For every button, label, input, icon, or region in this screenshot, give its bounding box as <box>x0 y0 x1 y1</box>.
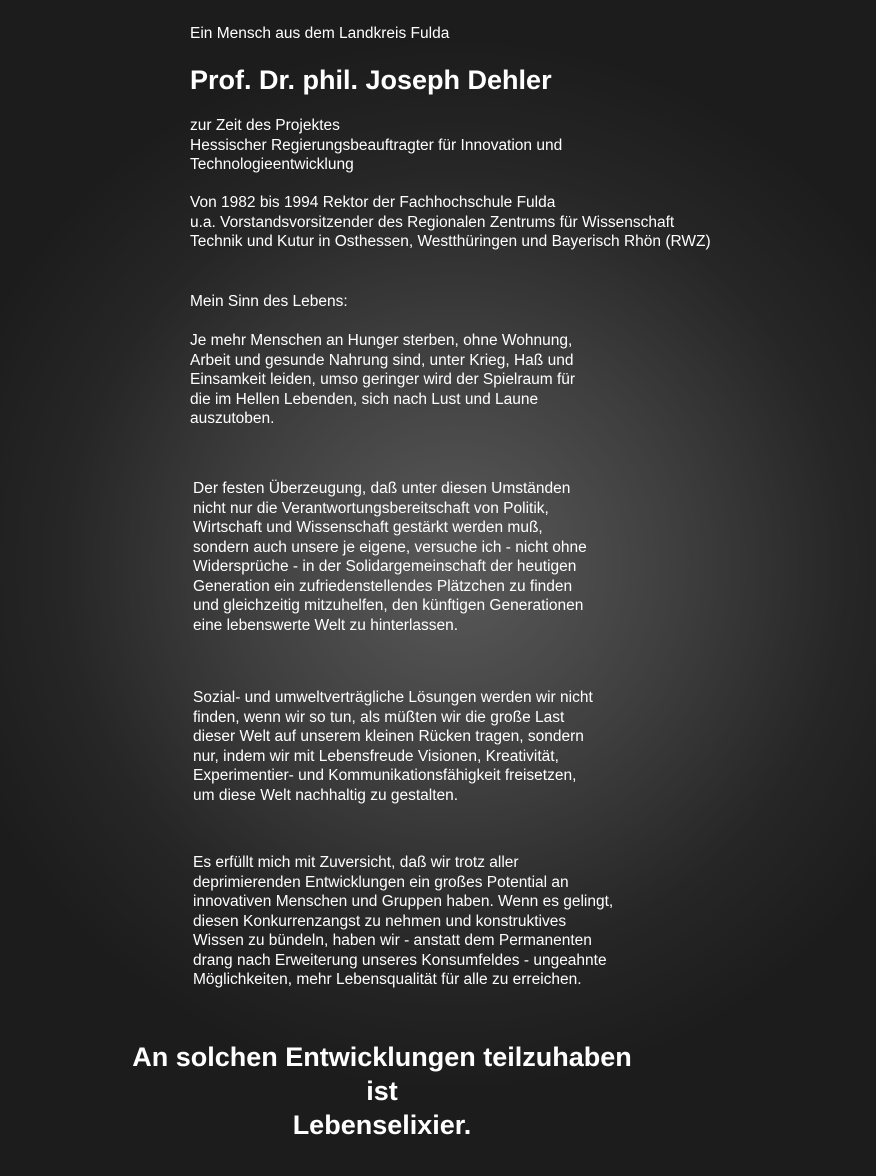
paragraph-line: Arbeit und gesunde Nahrung sind, unter Krieg, Haß und <box>190 351 574 369</box>
career-line: u.a. Vorstandsvorsitzender des Regionalen Zentrums für Wissenschaft <box>190 213 675 231</box>
paragraph-line: diesen Konkurrenzangst zu nehmen und konstruktives <box>193 912 567 930</box>
paragraph-line: auszutoben. <box>190 410 275 427</box>
role-line: Technologieentwicklung <box>190 156 354 173</box>
paragraph-line: Experimentier- und Kommunikationsfähigkeit freisetzen, <box>193 767 577 784</box>
section-heading: Mein Sinn des Lebens: <box>190 293 348 310</box>
paragraph-1 <box>190 331 575 429</box>
paragraph-line: nicht nur die Verantwortungsbereitschaft von Politik, <box>193 499 549 517</box>
career-line: Technik und Kutur in Osthessen, Westthüringen und Bayerisch Rhön (RWZ) <box>190 233 711 250</box>
subtitle: Ein Mensch aus dem Landkreis Fulda <box>190 25 450 42</box>
role-block <box>190 116 562 175</box>
closing-statement <box>82 1040 682 1142</box>
paragraph-line: Sozial- und umweltverträgliche Lösungen werden wir nicht <box>193 689 593 706</box>
paragraph-line: Wissen zu bündeln, haben wir - anstatt dem Permanenten <box>193 932 592 949</box>
paragraph-line: deprimierenden Entwicklungen ein großes Potential an <box>193 873 569 891</box>
paragraph-line: Es erfüllt mich mit Zuversicht, daß wir trotz aller <box>193 854 519 871</box>
role-line: zur Zeit des Projektes <box>190 117 340 134</box>
paragraph-line: Der festen Überzeugung, daß unter diesen Umständen <box>193 480 571 497</box>
paragraph-line: Generation ein zufriedenstellendes Plätzchen zu finden <box>193 577 573 595</box>
paragraph-line: Widersprüche - in der Solidargemeinschaft der heutigen <box>193 558 577 575</box>
paragraph-line: Einsamkeit leiden, umso geringer wird der Spielraum für <box>190 371 576 388</box>
paragraph-line: Möglichkeiten, mehr Lebensqualität für alle zu erreichen. <box>193 971 582 988</box>
paragraph-2 <box>193 479 587 635</box>
paragraph-4 <box>193 853 613 990</box>
paragraph-line: Wirtschaft und Wissenschaft gestärkt werden muß, <box>193 519 543 536</box>
career-block <box>190 193 711 252</box>
paragraph-line: nur, indem wir mit Lebensfreude Visionen, Kreativität, <box>193 747 559 765</box>
paragraph-line: um diese Welt nachhaltig zu gestalten. <box>193 786 459 804</box>
paragraph-line: und gleichzeitig mitzuhelfen, den künftigen Generationen <box>193 597 584 614</box>
closing-line: An solchen Entwicklungen teilzuhaben <box>132 1042 632 1072</box>
closing-line: Lebenselixier. <box>292 1110 472 1140</box>
paragraph-line: finden, wenn wir so tun, als müßten wir die große Last <box>193 708 565 726</box>
paragraph-line: die im Hellen Lebenden, sich nach Lust und Laune <box>190 390 539 408</box>
person-name: Prof. Dr. phil. Joseph Dehler <box>190 65 552 95</box>
paragraph-line: innovativen Menschen und Gruppen haben. Wenn es gelingt, <box>193 893 614 910</box>
paragraph-line: Je mehr Menschen an Hunger sterben, ohne Wohnung, <box>190 332 573 349</box>
paragraph-line: dieser Welt auf unserem kleinen Rücken tragen, sondern <box>193 728 584 745</box>
career-line: Von 1982 bis 1994 Rektor der Fachhochschule Fulda <box>190 194 556 211</box>
paragraph-3 <box>193 688 593 805</box>
paragraph-line: drang nach Erweiterung unseres Konsumfeldes - ungeahnte <box>193 951 607 969</box>
paragraph-line: eine lebenswerte Welt zu hinterlassen. <box>193 616 459 634</box>
closing-line: ist <box>366 1076 398 1106</box>
role-line: Hessischer Regierungsbeauftragter für Innovation und <box>190 136 563 154</box>
paragraph-line: sondern auch unsere je eigene, versuche ich - nicht ohne <box>193 538 587 556</box>
